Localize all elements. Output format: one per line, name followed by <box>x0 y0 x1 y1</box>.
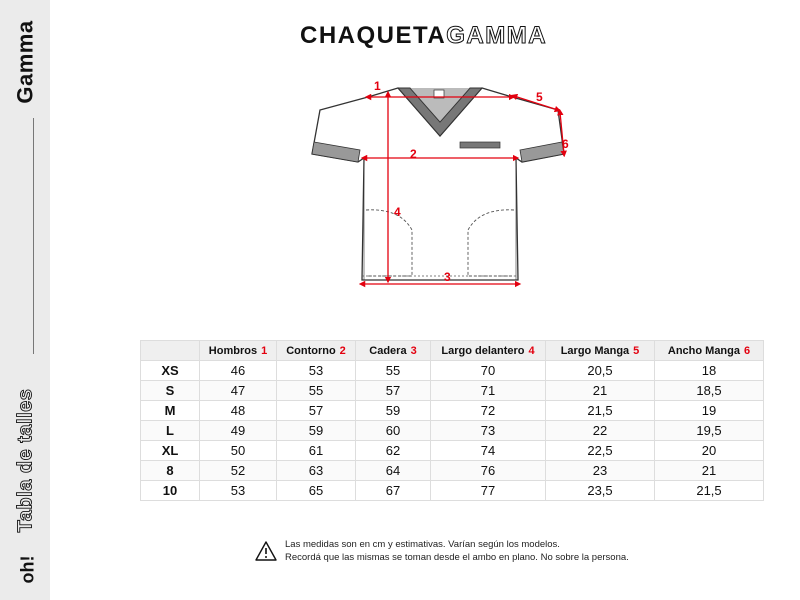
size-cell: 8 <box>141 461 200 481</box>
logo-text: oh! <box>17 555 38 583</box>
logo <box>14 548 42 590</box>
measure-cell: 52 <box>200 461 277 481</box>
table-row <box>141 481 764 501</box>
chest-pocket <box>460 142 500 148</box>
garment-diagram <box>300 70 590 300</box>
disclaimer-note <box>255 538 629 564</box>
measure-cell: 55 <box>277 381 356 401</box>
size-cell: 10 <box>141 481 200 501</box>
label-3: 3 <box>444 270 451 284</box>
header-largo-manga: Largo Manga 5 <box>546 341 655 361</box>
measure-cell: 59 <box>277 421 356 441</box>
measure-cell: 49 <box>200 421 277 441</box>
measure-cell: 60 <box>356 421 431 441</box>
label-1: 1 <box>374 79 381 93</box>
label-5: 5 <box>536 90 543 104</box>
label-2: 2 <box>410 147 417 161</box>
disclaimer-line-1: Las medidas son en cm y estimativas. Varían según los modelos. <box>285 539 560 550</box>
measure-cell: 47 <box>200 381 277 401</box>
header-ancho-manga: Ancho Manga 6 <box>655 341 764 361</box>
header-largo-delantero: Largo delantero 4 <box>431 341 546 361</box>
measure-cell: 73 <box>431 421 546 441</box>
measure-cell: 21,5 <box>546 401 655 421</box>
table-row <box>141 441 764 461</box>
measure-cell: 19 <box>655 401 764 421</box>
measure-cell: 72 <box>431 401 546 421</box>
table-row <box>141 401 764 421</box>
label-4: 4 <box>394 205 401 219</box>
brand-label <box>12 14 40 110</box>
disclaimer-line-2: Recordá que las mismas se toman desde el ambo en plano. No sobre la persona. <box>285 552 629 563</box>
table-row <box>141 381 764 401</box>
page-title <box>300 22 547 50</box>
measure-cell: 21 <box>546 381 655 401</box>
measure-cell: 61 <box>277 441 356 461</box>
measure-cell: 57 <box>277 401 356 421</box>
measure-cell: 19,5 <box>655 421 764 441</box>
measure-cell: 71 <box>431 381 546 401</box>
measure-cell: 46 <box>200 361 277 381</box>
sidebar-divider-top <box>33 118 34 354</box>
measure-cell: 21,5 <box>655 481 764 501</box>
size-chart-title-text: Tabla de talles <box>14 388 37 532</box>
measure-cell: 77 <box>431 481 546 501</box>
measure-cell: 22,5 <box>546 441 655 461</box>
table-header-row <box>141 341 764 361</box>
size-cell: S <box>141 381 200 401</box>
sidebar <box>0 0 50 600</box>
measure-cell: 57 <box>356 381 431 401</box>
warning-icon <box>255 541 277 561</box>
header-contorno: Contorno 2 <box>277 341 356 361</box>
measure-cell: 65 <box>277 481 356 501</box>
measure-cell: 20,5 <box>546 361 655 381</box>
size-chart-title <box>12 360 40 560</box>
size-cell: XL <box>141 441 200 461</box>
disclaimer-text <box>285 538 629 564</box>
measure-cell: 21 <box>655 461 764 481</box>
size-cell: L <box>141 421 200 441</box>
measure-cell: 53 <box>277 361 356 381</box>
measure-cell: 23 <box>546 461 655 481</box>
measure-cell: 76 <box>431 461 546 481</box>
measure-cell: 59 <box>356 401 431 421</box>
title-outline: GAMMA <box>446 22 548 49</box>
header-hombros: Hombros 1 <box>200 341 277 361</box>
measure-cell: 53 <box>200 481 277 501</box>
measure-cell: 18,5 <box>655 381 764 401</box>
measure-cell: 64 <box>356 461 431 481</box>
measure-cell: 22 <box>546 421 655 441</box>
header-cadera: Cadera 3 <box>356 341 431 361</box>
measure-cell: 67 <box>356 481 431 501</box>
corner-cell <box>141 341 200 361</box>
table-row <box>141 461 764 481</box>
label-6: 6 <box>562 137 569 151</box>
measure-cell: 48 <box>200 401 277 421</box>
title-main: CHAQUETA <box>300 22 447 49</box>
size-table <box>140 340 764 501</box>
measure-cell: 62 <box>356 441 431 461</box>
measure-cell: 63 <box>277 461 356 481</box>
table-row <box>141 421 764 441</box>
measure-cell: 74 <box>431 441 546 461</box>
measure-cell: 70 <box>431 361 546 381</box>
size-cell: M <box>141 401 200 421</box>
measure-cell: 50 <box>200 441 277 461</box>
table-row <box>141 361 764 381</box>
measure-cell: 55 <box>356 361 431 381</box>
measure-cell: 23,5 <box>546 481 655 501</box>
measure-cell: 18 <box>655 361 764 381</box>
measure-cell: 20 <box>655 441 764 461</box>
brand-text: Gamma <box>13 20 38 104</box>
size-cell: XS <box>141 361 200 381</box>
